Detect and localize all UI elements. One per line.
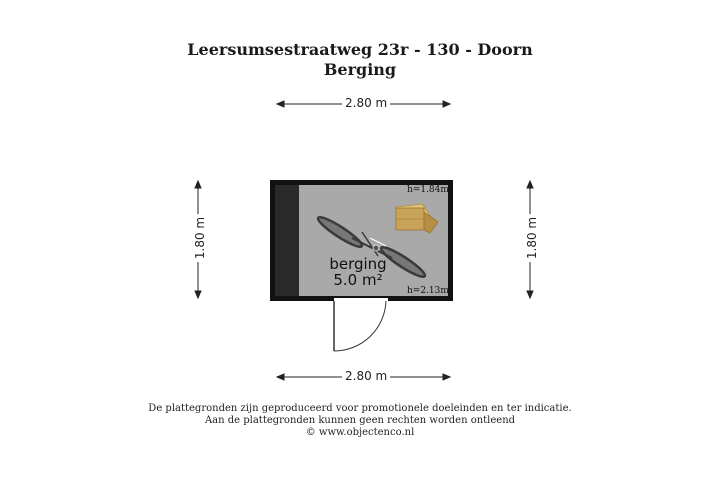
copyright-line: © www.objectenco.nl [305, 427, 415, 438]
door [334, 298, 388, 351]
disclaimer-line-2: Aan de plattegronden kunnen geen rechten worden ontleend [204, 415, 516, 426]
plan-subtitle: Berging [323, 60, 397, 79]
dimension-right-label: 1.80 m [525, 214, 539, 262]
dimension-top-label: 2.80 m [342, 96, 390, 110]
dimension-bottom-label: 2.80 m [342, 369, 390, 383]
dimension-left-label: 1.80 m [193, 214, 207, 262]
height-label-top: h=1.84m [407, 185, 449, 195]
room-name: berging [329, 255, 387, 273]
height-label-bottom: h=2.13m [407, 286, 449, 296]
disclaimer-line-1: De plattegronden zijn geproduceerd voor promotionele doeleinden en ter indicatie. [148, 403, 572, 414]
room-area: 5.0 m² [333, 271, 383, 289]
plan-address: Leersumsestraatweg 23r - 130 - Doorn [187, 40, 533, 59]
